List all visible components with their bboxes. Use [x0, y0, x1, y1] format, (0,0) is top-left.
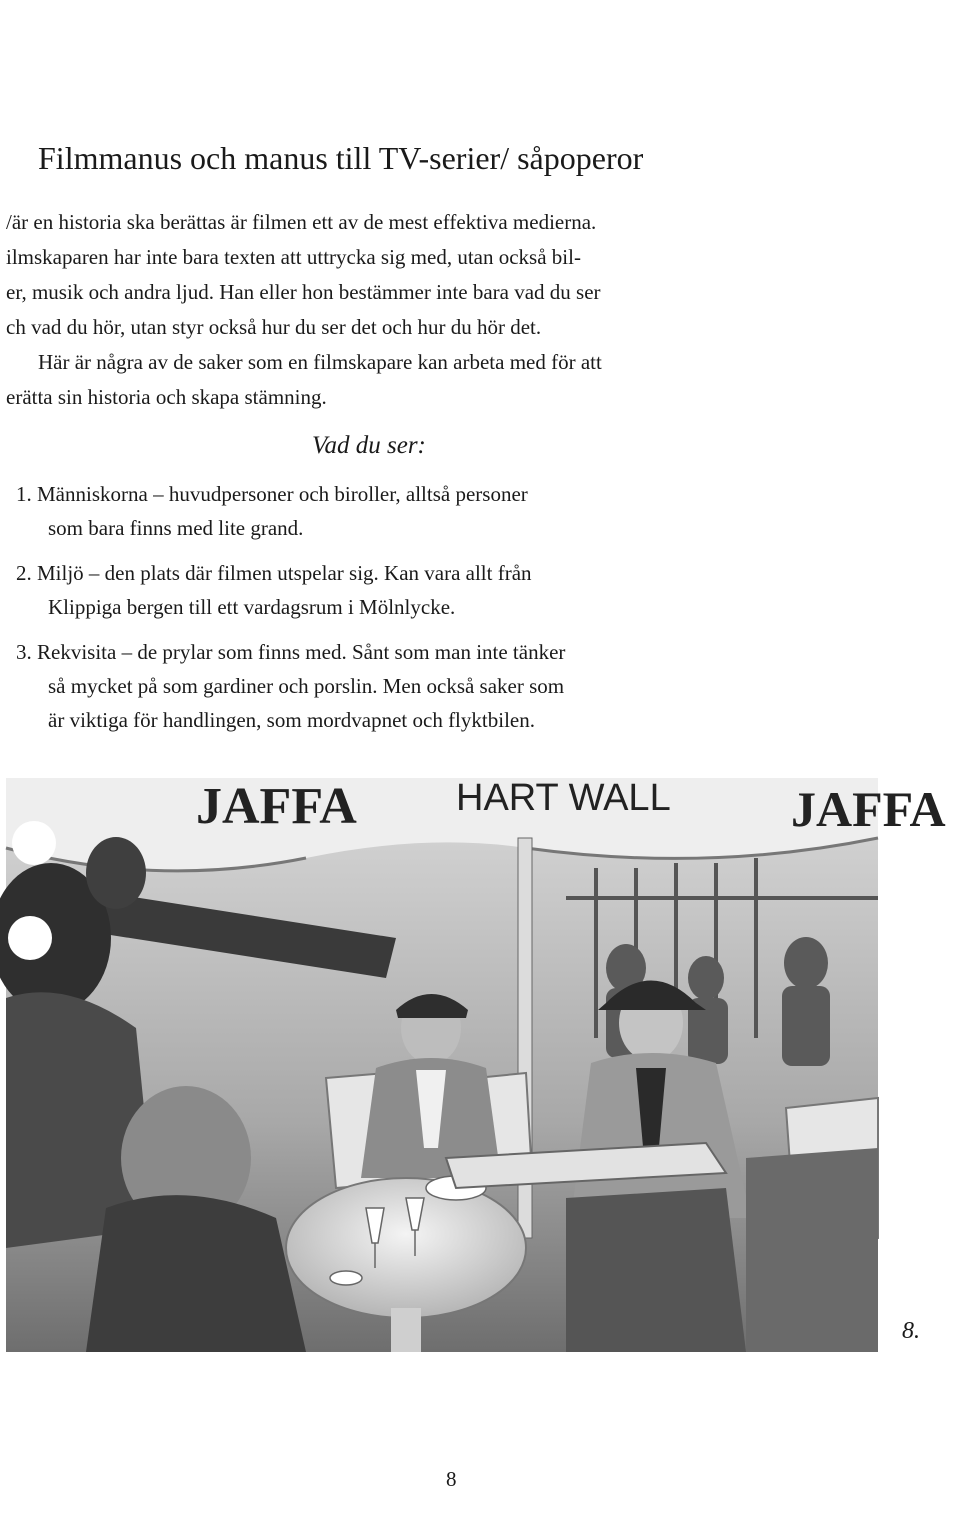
- list-item-line: som bara finns med lite grand.: [48, 516, 304, 540]
- intro-line: /är en historia ska berättas är filmen ett av de mest effektiva medierna.: [6, 210, 597, 234]
- intro-line: Här är några av de saker som en filmskapare kan arbeta med för att: [38, 350, 602, 374]
- list-item-line: 2. Miljö – den plats där filmen utspelar sig. Kan vara allt från: [16, 561, 532, 585]
- intro-line: ilmskaparen har inte bara texten att uttrycka sig med, utan också bil-: [6, 245, 581, 269]
- umbrella-sign-center: HART WALL: [456, 777, 671, 819]
- page-number: 8: [446, 1467, 457, 1491]
- section-heading: Vad du ser:: [312, 432, 426, 459]
- list-item: [16, 556, 776, 624]
- list-item-line: 3. Rekvisita – de prylar som finns med. Sånt som man inte tänker: [16, 640, 566, 664]
- numbered-list: [16, 477, 776, 748]
- intro-line: er, musik och andra ljud. Han eller hon bestämmer inte bara vad du ser: [6, 280, 601, 304]
- list-item: [16, 635, 776, 737]
- intro-line: erätta sin historia och skapa stämning.: [6, 385, 327, 409]
- umbrella-sign-right: JAFFA: [791, 781, 946, 837]
- cafe-photo: [6, 777, 946, 1352]
- list-item: [16, 477, 776, 545]
- page-title: Filmmanus och manus till TV-serier/ såpoperor: [38, 140, 644, 176]
- list-item-line: Klippiga bergen till ett vardagsrum i Mölnlycke.: [48, 595, 456, 619]
- intro-line: ch vad du hör, utan styr också hur du ser det och hur du hör det.: [6, 315, 542, 339]
- list-item-line: 1. Människorna – huvudpersoner och biroller, alltså personer: [16, 482, 528, 506]
- umbrella-sign-left: JAFFA: [196, 778, 357, 835]
- list-item-line: så mycket på som gardiner och porslin. Men också saker som: [48, 674, 565, 698]
- handwritten-page-mark: 8.: [902, 1318, 920, 1344]
- intro-paragraph: [6, 205, 796, 415]
- list-item-line: är viktiga för handlingen, som mordvapnet och flyktbilen.: [48, 708, 535, 732]
